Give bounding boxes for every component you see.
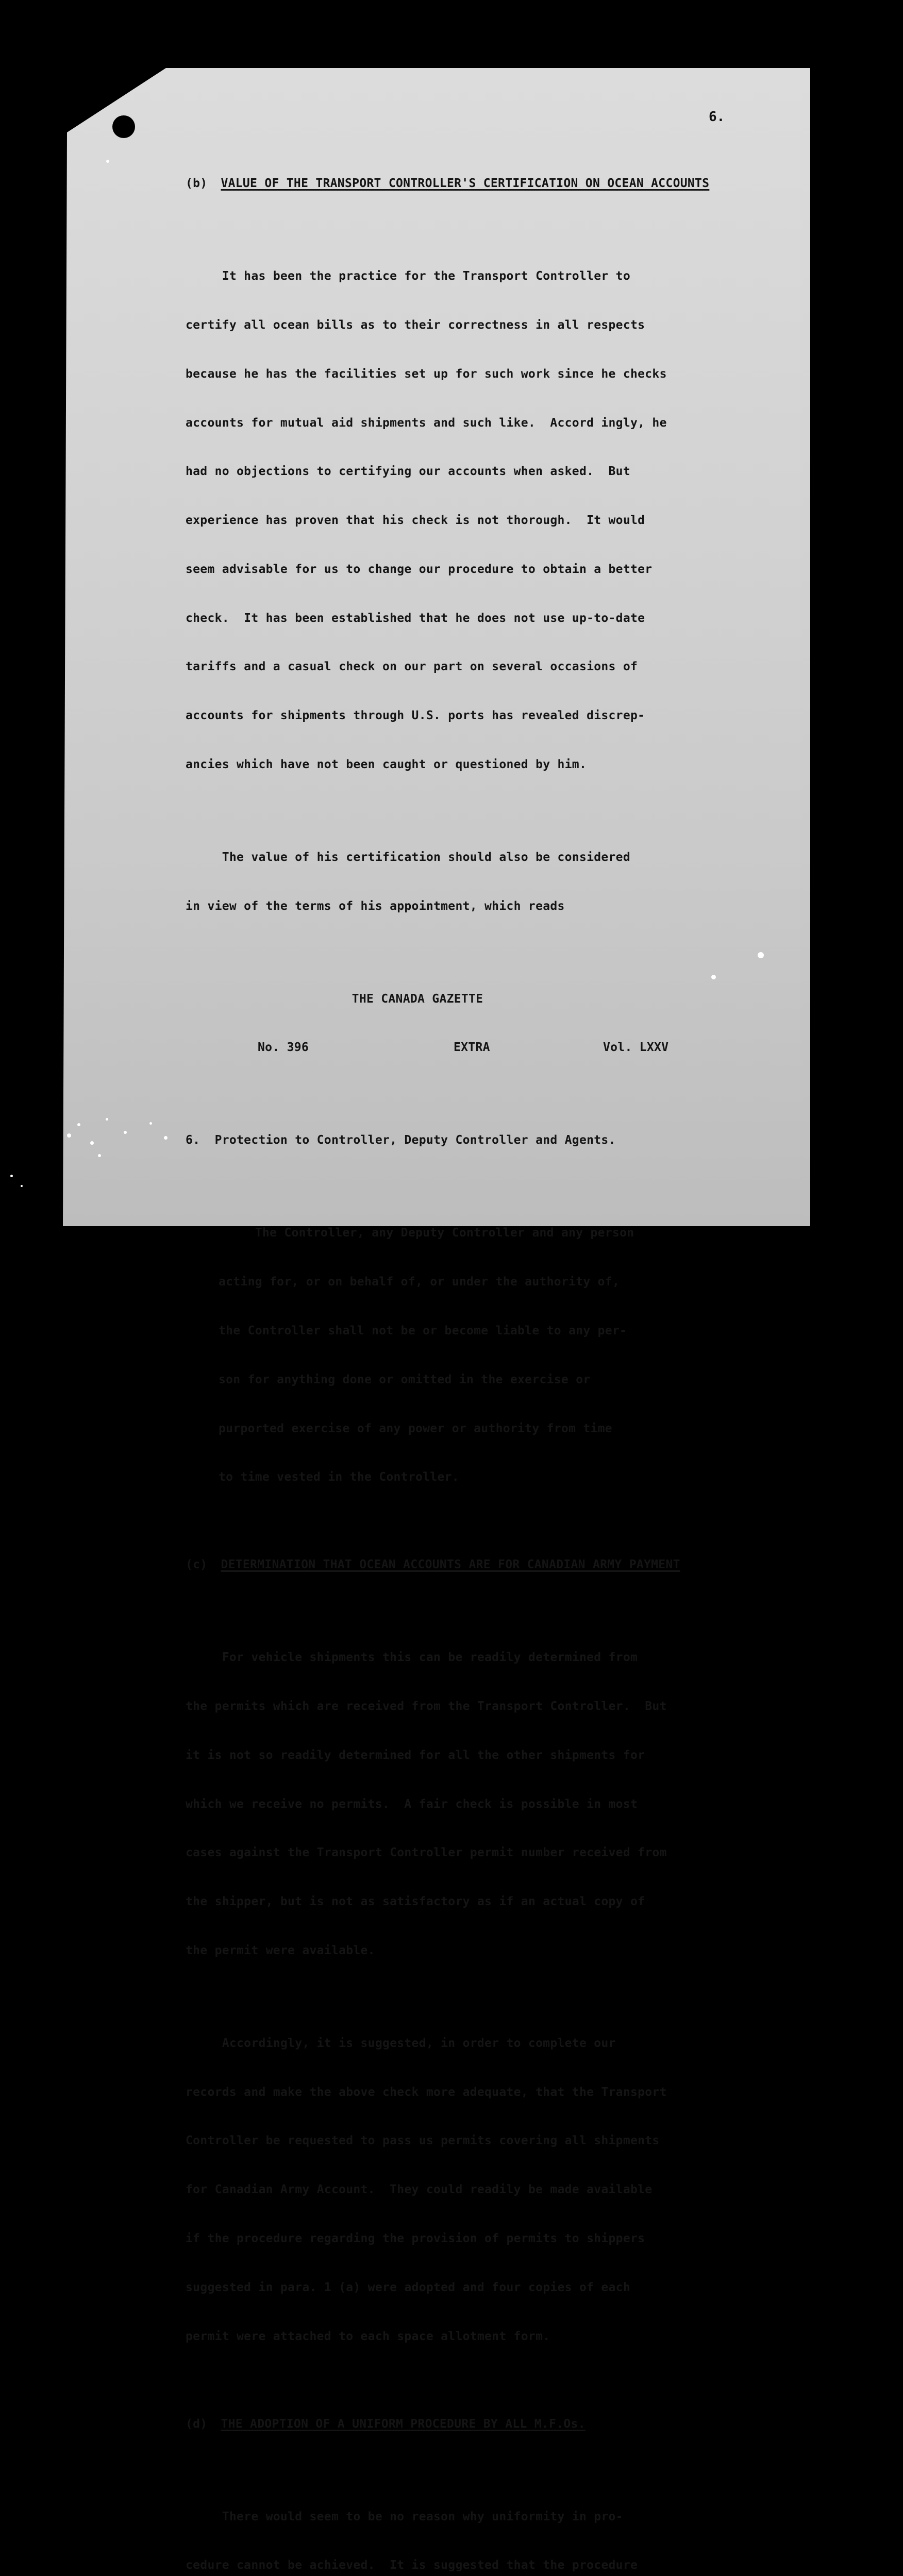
section-title: VALUE OF THE TRANSPORT CONTROLLER'S CERTIFICATION ON OCEAN ACCOUNTS	[221, 177, 710, 191]
quote-line: son for anything done or omitted in the exercise or	[219, 1372, 591, 1386]
text-line: Accordingly, it is suggested, in order to complete our	[186, 2036, 616, 2050]
text-line: if the procedure regarding the provision of permits to shippers	[186, 2232, 645, 2246]
section-heading-d	[186, 2416, 711, 2433]
section-heading-c	[186, 1557, 711, 1573]
text-line: for Canadian Army Account. They could readily be made available	[186, 2183, 653, 2197]
text-line: ancies which have not been caught or questioned by him.	[186, 757, 587, 771]
white-speck	[90, 1141, 94, 1145]
text-line: accounts for shipments through U.S. ports has revealed discrep-	[186, 709, 645, 723]
quote-line: The Controller, any Deputy Controller and any person	[219, 1226, 634, 1240]
section-heading-b	[186, 176, 711, 192]
white-speck	[758, 952, 764, 958]
quote-line: the Controller shall not be or become liable to any per-	[219, 1324, 627, 1337]
white-speck	[10, 1175, 13, 1177]
quote-line: to time vested in the Controller.	[219, 1470, 459, 1484]
gazette-extra: EXTRA	[454, 1041, 490, 1055]
white-speck	[21, 1185, 23, 1187]
gazette-number: No. 396	[258, 1041, 309, 1055]
text-line: suggested in para. 1 (a) were adopted and four copies of each	[186, 2280, 630, 2294]
white-speck	[106, 1118, 108, 1121]
white-speck	[711, 975, 716, 979]
text-line: in view of the terms of his appointment, which reads	[186, 899, 565, 913]
white-speck	[149, 1122, 152, 1125]
text-line: Controller be requested to pass us permits covering all shipments	[186, 2134, 660, 2148]
text-line: certify all ocean bills as to their correctness in all respects	[186, 318, 645, 332]
text-line: The value of his certification should also be considered	[186, 850, 630, 864]
text-line: seem advisable for us to change our procedure to obtain a better	[186, 562, 653, 576]
text-line: tariffs and a casual check on our part on several occasions of	[186, 660, 638, 674]
text-line: the shipper, but is not as satisfactory as if an actual copy of	[186, 1895, 645, 1909]
gazette-volume: Vol. LXXV	[603, 1041, 669, 1055]
section-title: THE ADOPTION OF A UNIFORM PROCEDURE BY ALL M.F.Os.	[221, 2417, 586, 2431]
section-title: DETERMINATION THAT OCEAN ACCOUNTS ARE FOR CANADIAN ARMY PAYMENT	[221, 1558, 680, 1572]
text-line: check. It has been established that he does not use up-to-date	[186, 611, 645, 625]
document-body	[186, 143, 711, 2576]
text-line: it is not so readily determined for all the other shipments for	[186, 1748, 645, 1762]
quote-line: acting for, or on behalf of, or under the authority of,	[219, 1275, 620, 1289]
punch-hole	[112, 115, 135, 138]
text-line: because he has the facilities set up for such work since he checks	[186, 367, 667, 381]
text-line: which we receive no permits. A fair check is possible in most	[186, 1797, 638, 1811]
gazette-title: THE CANADA GAZETTE	[352, 992, 483, 1006]
text-line: For vehicle shipments this can be readily determined from	[186, 1651, 638, 1665]
section-label: (b)	[186, 177, 208, 191]
text-line: had no objections to certifying our accounts when asked. But	[186, 465, 630, 479]
text-line: the permit were available.	[186, 1943, 375, 1957]
gazette-clause: 6. Protection to Controller, Deputy Controller and Agents.	[186, 1133, 616, 1147]
text-line: cases against the Transport Controller permit number received from	[186, 1846, 667, 1860]
text-line: records and make the above check more adequate, that the Transport	[186, 2085, 667, 2099]
white-speck	[77, 1123, 80, 1126]
text-line: It has been the practice for the Transport Controller to	[186, 269, 630, 283]
page-number: 6.	[709, 109, 725, 125]
white-speck	[67, 1133, 71, 1138]
quote-line: purported exercise of any power or authority from time	[219, 1421, 612, 1435]
text-line: cedure cannot be achieved. It is suggested that the procedure	[186, 2558, 638, 2572]
section-label: (c)	[186, 1558, 208, 1572]
white-speck	[124, 1131, 127, 1134]
section-label: (d)	[186, 2417, 208, 2431]
text-line: experience has proven that his check is not thorough. It would	[186, 514, 645, 528]
gazette-details	[186, 1040, 711, 1056]
text-line: the permits which are received from the Transport Controller. But	[186, 1700, 667, 1714]
text-line: accounts for mutual aid shipments and such like. Accord ingly, he	[186, 416, 667, 430]
white-speck	[106, 160, 109, 163]
white-speck	[98, 1154, 101, 1157]
white-speck	[164, 1136, 168, 1140]
text-line: permit were attached to each space allotment form.	[186, 2329, 550, 2343]
text-line: There would seem to be no reason why uniformity in pro-	[186, 2510, 623, 2523]
